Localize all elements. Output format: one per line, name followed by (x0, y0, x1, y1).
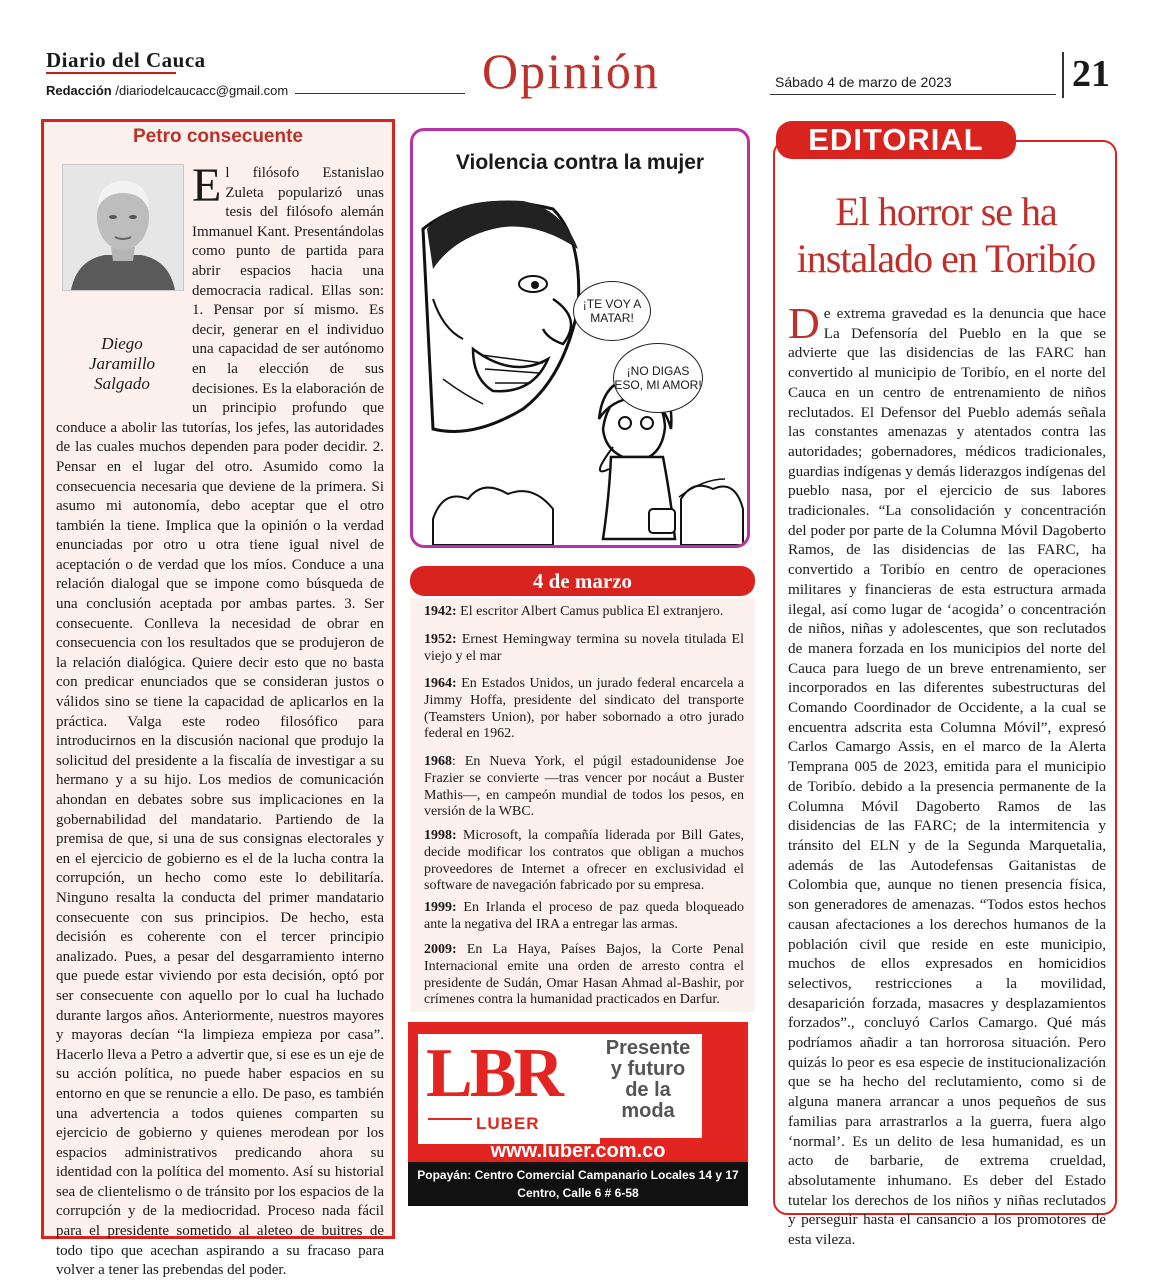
editorial-text: e extrema gravedad es la denuncia que hace La Defensoría del Pueblo en la que se advierte que las disidencias de las FARC han convertido al municipio de Toribío, en el norte del Cauca en un centro de entrenamiento de niños reclutados. El Defensor del Pueblo además señala las constantes amenazas y atentados contra las autoridades; gobernadores, médicos tradicionales, guardias indígenas y demás liderazgos indígenas del pueblo nasa, por el ejercicio de sus labores tradicionales. “La consolidación y concentración del poder por parte de la Columna Móvil Dagoberto Ramos, de las disidencias de las FARC, ha convertido a Toribío en centro de operaciones militares y financieras de esta estructura armada ilegal, así como lugar de ‘acogida’ o concentración de niños, niñas y adolescentes, que son reclutados de manera forzada en los municipios del norte del Cauca para luego de un breve entrenamiento, ser incorporados en las diferentes subestructuras del Comando Coordinador de Occidente, a la cual se encuentra adscrita esta Columna Móvil”, expresó Carlos Camargo Assis, en el marco de la Alerta Temprana 005 de 2023, emitida para el municipio de Toribío. debido a la presencia permanente de la Columna Móvil Dagoberto Ramos de las disidencias de las FARC; de la intermitencia y tránsito del ELN y de la Segunda Marquetalia, además de las Autodefensas Gaitanistas de Colombia que, aunque no tienen presencia física, son generadores de amenazas. “Todos estos hechos causan afectaciones a los derechos humanos de la población civil que reside en este municipio, muchos de ellos expresados en homicidios selectivos, restricciones a la movilidad, desaparición forzada, masacres y desplazamientos forzados”., concluyó Carlos Camargo. Qué más podríamos añadir a tan horrorosa situación. Pero quizás lo peor es esa especie de institucionalización que se ha hecho del reclutamiento, como si de alguna manera arrancar a unos pequeños de sus familias para arrastrarlos a la guerra, fuera algo ‘normal’. Es un delito de lesa humanidad, es un acto de barbarie, de extrema crueldad, absolutamente inhumano. Es deber del Estado tutelar los derechos de los niños y niñas reclutados y perseguir hasta el cansancio a los promotores de esta vileza. (788, 305, 1107, 1249)
efemeride-year: 1942: (424, 604, 457, 619)
redaccion-email: /diariodelcaucacc@gmail.com (111, 83, 289, 98)
column-body (56, 159, 384, 1281)
cartoon-title: Violencia contra la mujer (455, 151, 705, 174)
ad-slogan-line: moda (621, 1100, 675, 1122)
ad-address (408, 1162, 748, 1206)
efemeride-year: 1968 (424, 754, 452, 769)
divider (295, 93, 465, 94)
efemeride-year: 1964: (424, 676, 457, 691)
editorial-body (788, 299, 1107, 1250)
efemeride-item (424, 900, 744, 934)
efemeride-text: En La Haya, Países Bajos, la Corte Penal Internacional emite una orden de arresto contra el presidente de Sudán, Omar Hasan Ahmad al-Bashir, por crímenes contra la humanidad practicados en Darfur. (424, 942, 744, 1008)
column-title: Petro consecuente (133, 126, 303, 147)
efemeride-year: 1998: (424, 828, 457, 843)
author-name-line: Salgado (94, 374, 150, 393)
efemeride-item (424, 754, 744, 821)
efemerides-title: 4 de marzo (410, 566, 755, 596)
speech-bubble-woman: ¡NO DIGAS ESO, MI AMOR! (613, 343, 703, 413)
ad-url-link[interactable]: www.luber.com.co (490, 1140, 666, 1162)
float-spacer (56, 164, 192, 404)
efemeride-text: En Estados Unidos, un jurado federal encarcela a Jimmy Hoffa, presidente del sindicato del transporte (Teamsters Union), por haber sobornado a otro jurado federal en 1962. (424, 676, 744, 742)
dropcap: D (788, 299, 820, 348)
page-number: 21 (1072, 53, 1110, 95)
efemeride-item (424, 632, 744, 666)
masthead: Diario del Cauca (46, 48, 206, 72)
luber-ad[interactable] (408, 1022, 748, 1206)
author-name-line: Jaramillo (88, 354, 156, 373)
headline-line: El horror se ha (835, 189, 1057, 234)
efemeride-item (424, 942, 744, 1009)
opinion-column (41, 119, 395, 1279)
efemeride-text: : En Nueva York, el púgil estadounidense Joe Frazier se convierte —tras vencer por nocáut a Buster Mathis—, en campeón mundial de todos los pesos, en versión de la WBC. (424, 754, 744, 820)
ad-logo-panel (418, 1034, 600, 1144)
dropcap: E (192, 159, 222, 212)
efemeride-item (424, 604, 744, 621)
cartoon-panel (410, 128, 750, 548)
efemerides-list (410, 598, 755, 1012)
efemeride-text: El escritor Albert Camus publica El extranjero. (456, 604, 724, 619)
headline-line: instalado en Toribío (796, 236, 1096, 281)
ad-slogan-line: Presente (605, 1037, 691, 1059)
speech-bubble-man: ¡TE VOY A MATAR! (573, 281, 651, 341)
efemeride-year: 1952: (424, 632, 457, 647)
column-text: l filósofo Estanislao Zuleta popularizó unas tesis del filósofo alemán Immanuel Kant. Presentándolas como punto de partida para abrir espacios hacia una democracia radical. Ellas son: 1. Pensar por sí mismo. Es decir, generar en el individuo una capacidad de ser autónomo en la elección de sus decisiones. Es la elaboración de un principio profundo que conduce a abolir las tutorías, los jefes, las autoridades de las cuales muchos dependen para poder decidir. 2. Pensar en el lugar del otro. Asumido como la consecuencia necesaria que deviene de la primera. Si asumo mi autonomía, debo aceptar que el otro también la tiene. Implica que la opinión o la verdad enunciadas por otro u otra tiene igual nivel de aceptación o de verdad que los míos. Conduce a una relación dialogal que se impone como búsqueda de una conclusión aceptada por ambas partes. 3. Ser consecuente. Conlleva la necesidad de obrar en consecuencia con los resultados que se produjeron de la relación dialógica. Quiere decir esto que no basta con predicar enunciados que se consideran justos o válidos sino se tiene la capacidad de aplicarlos en la práctica. Valga este rodeo filosófico para introducirnos en la discusión nacional que produjo la solicitud del presidente a la fiscalía de investigar a su hermano y a su hijo. Los medios de comunicación ahondan en debates sobre sus implicaciones en la gobernabilidad del mandatario. Partiendo de la premisa de que, si una de sus consignas electorales y en el ejercicio de gobierno es el de la lucha contra la corrupción, un hecho como este lo debilitaría. Ninguno resalta la conducta del primer mandatario consecuente con sus principios. De hecho, esta decisión es coherente con el tercer principio analizado. Pues, a pesar del desgarramiento interno que puede estar viviendo por esta decisión, optó por ser consecuente con aquello por lo cual ha luchado durante largos años. Anteriormente, nuestros mayores y mayoras decían “la limpieza empieza por casa”. Hacerlo lleva a Petro a advertir que, si ese es un eje de su acción política, no puede haber espacios en su entorno en que se renuncie a ello. De paso, es también una advertencia a todos quienes comparten su ejercicio de gobierno y quienes merodean por los espacios administrativos predicando ahora su identidad con la política del momento. Así su historial sea de clientelismo o de tránsito por los espacios de la corrupción y de la mediocridad. Proceso nada fácil para el presidente sometido al aleteo de buitres de todo tipo que acechan aspirando a su fracaso para volver a tener las prebendas del poder. (56, 165, 384, 1279)
ad-logo: LBR (426, 1035, 561, 1112)
efemeride-year: 1999: (424, 900, 457, 915)
ad-address-line: Centro, Calle 6 # 6-58 (517, 1186, 639, 1200)
efemeride-text: En Irlanda el proceso de paz queda bloqueado ante la negativa del IRA a entregar las armas. (424, 900, 744, 932)
section-title: Opinión (482, 43, 660, 99)
ad-brand: LUBER (476, 1114, 540, 1133)
ad-address-line: Popayán: Centro Comercial Campanario Locales 14 y 17 (417, 1168, 739, 1182)
ad-slogan (594, 1034, 702, 1138)
divider (1062, 52, 1064, 98)
efemeride-year: 2009: (424, 942, 457, 957)
efemeride-item (424, 676, 744, 743)
redaccion-label: Redacción (46, 83, 112, 98)
masthead-rule (46, 72, 176, 74)
issue-date: Sábado 4 de marzo de 2023 (775, 74, 952, 90)
author-name-line: Diego (101, 334, 143, 353)
efemeride-text: Microsoft, la compañía liderada por Bill Gates, decide modificar los contratos que obligan a muchos proveedores de Internet a ofrecer en exclusividad el software de navegación fabricado por su empresa. (424, 828, 744, 894)
editorial-tab: EDITORIAL (776, 121, 1016, 159)
ad-slogan-line: y futuro (610, 1058, 686, 1080)
editorial-headline (780, 188, 1112, 282)
redaccion-line (46, 83, 288, 98)
divider (428, 1118, 472, 1120)
ad-slogan-line: de la (625, 1079, 671, 1101)
efemeride-item (424, 828, 744, 895)
efemeride-text: Ernest Hemingway termina su novela titulada El viejo y el mar (424, 632, 744, 664)
divider (770, 94, 1056, 95)
